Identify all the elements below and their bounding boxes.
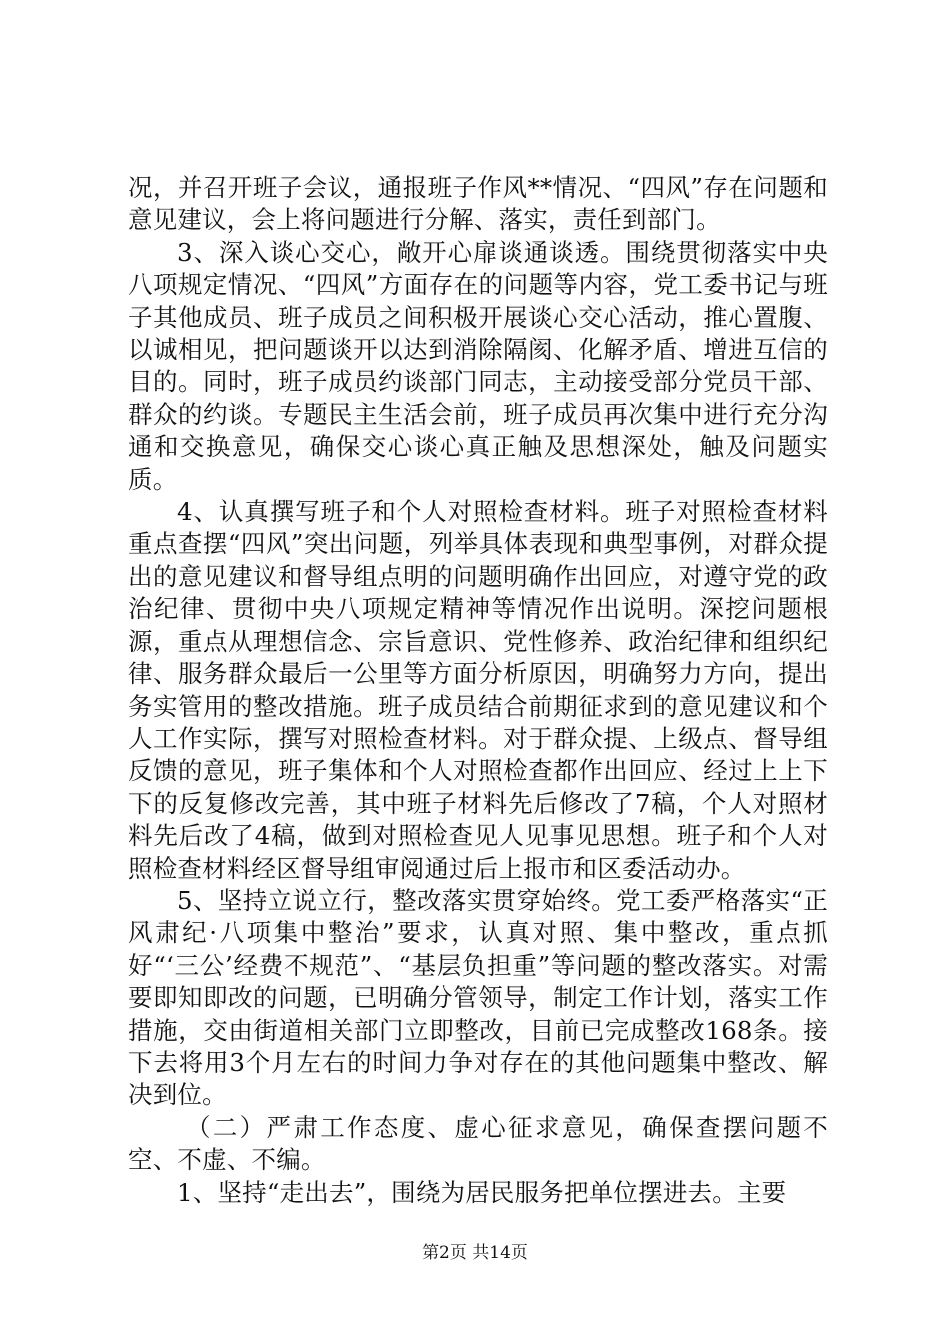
paragraph-item-4: 4、认真撰写班子和个人对照检查材料。班子对照检查材料重点查摆“四风”突出问题，列举具体表现和典型事例，对群众提出的意见建议和督导组点明的问题明确作出回应，对遵守党的政治纪律、贯彻中央八项规定精神等情况作出说明。深挖问题根源，重点从理想信念、宗旨意识、党性修养、政治纪律和组织纪律、服务群众最后一公里等方面分析原因，明确努力方向，提出务实管用的整改措施。班子成员结合前期征求到的意见建议和个人工作实际，撰写对照检查材料。对于群众提、上级点、督导组反馈的意见，班子集体和个人对照检查都作出回应、经过上上下下的反复修改完善，其中班子材料先后修改了7稿，个人对照材料先后改了4稿，做到对照检查见人见事见思想。班子和个人对照检查材料经区督导组审阅通过后上报市和区委活动办。 — [128, 497, 828, 883]
paragraph-item-3: 3、深入谈心交心，敞开心扉谈通谈透。围绕贯彻落实中央八项规定情况、“四风”方面存在的问题等内容，党工委书记与班子其他成员、班子成员之间积极开展谈心交心活动，推心置腹、以诚相见，把问题谈开以达到消除隔阂、化解矛盾、增进互信的目的。同时，班子成员约谈部门同志，主动接受部分党员干部、群众的约谈。专题民主生活会前，班子成员再次集中进行充分沟通和交换意见，确保交心谈心真正触及思想深处，触及问题实质。 — [128, 237, 828, 494]
section-heading-2: （二）严肃工作态度、虚心征求意见，确保查摆问题不空、不虚、不编。 — [128, 1112, 828, 1175]
page-number-footer: 第2页 共14页 — [422, 1243, 528, 1263]
paragraph-item-5: 5、坚持立说立行，整改落实贯穿始终。党工委严格落实“正风肃纪·八项集中整治”要求，认真对照、集中整改，重点抓好“‘三公’经费不规范”、“基层负担重”等问题的整改落实。对需要即知即改的问题，已明确分管领导，制定工作计划，落实工作措施，交由街道相关部门立即整改，目前已完成整改168条。接下去将用3个月左右的时间力争对存在的其他问题集中整改、解决到位。 — [128, 885, 828, 1110]
document-body — [128, 172, 828, 1209]
paragraph-continuation: 况，并召开班子会议，通报班子作风**情况、“四风”存在问题和意见建议，会上将问题进行分解、落实，责任到部门。 — [128, 173, 828, 235]
paragraph-item-1: 1、坚持“走出去”，围绕为居民服务把单位摆进去。主要 — [177, 1177, 787, 1207]
